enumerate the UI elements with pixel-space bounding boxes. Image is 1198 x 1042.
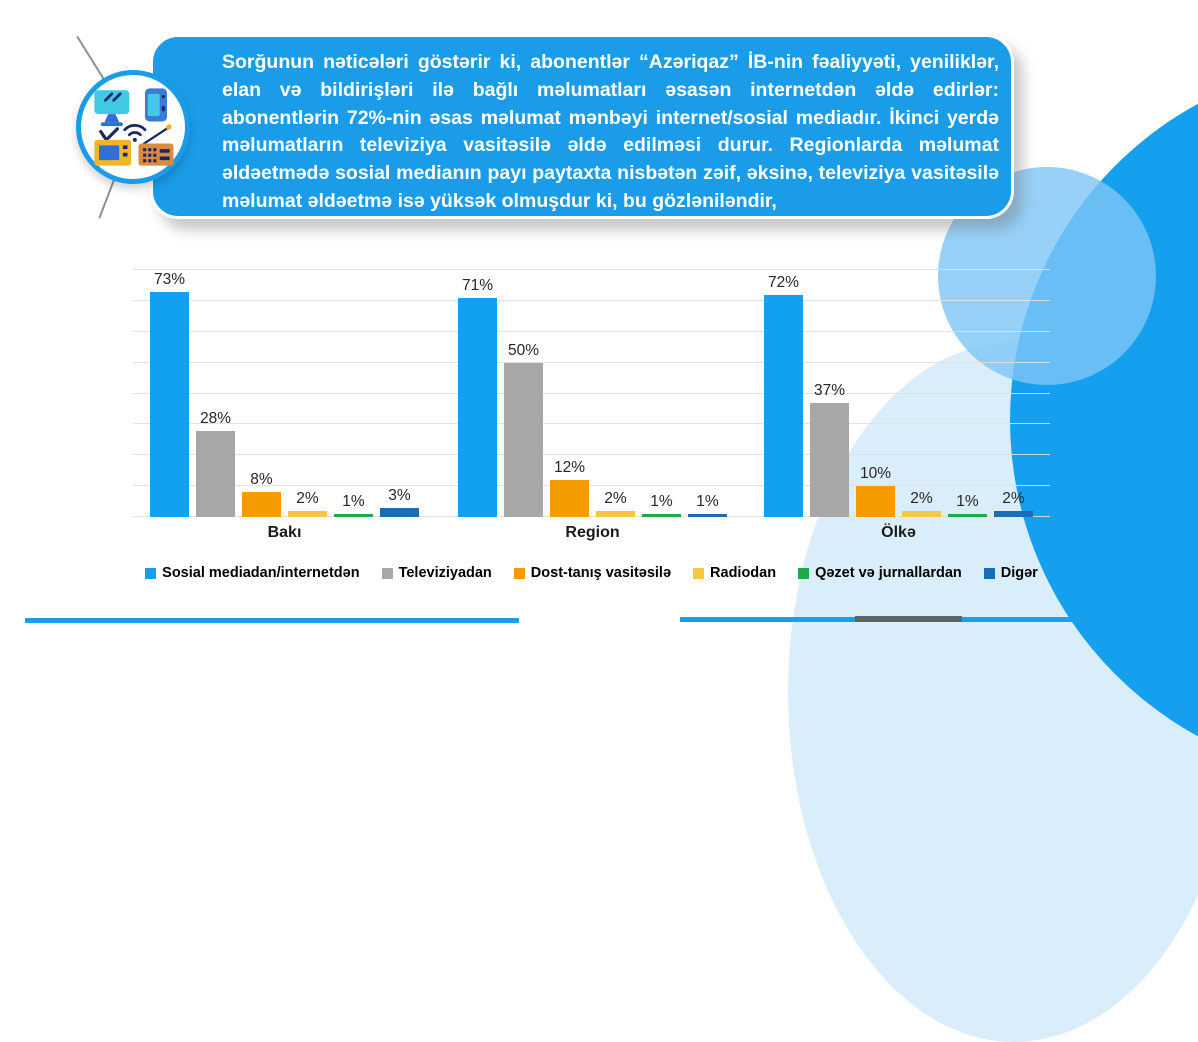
bar-column: [688, 493, 727, 517]
bar-column: [856, 465, 895, 517]
bar-value-label: 50%: [507, 341, 540, 359]
legend-swatch: [984, 568, 995, 579]
monitor-icon: [94, 90, 129, 126]
bar-value-label: 72%: [767, 273, 800, 291]
bar-group-bakı: [150, 270, 419, 541]
bar: [902, 511, 941, 517]
bar: [458, 298, 497, 517]
bar-column: [242, 471, 281, 517]
legend-item: [145, 565, 359, 581]
media-devices-illustration: [87, 81, 179, 173]
bar-value-label: 10%: [859, 465, 892, 483]
legend-item: [382, 565, 492, 581]
bar-column: [596, 490, 635, 517]
bar-column: [380, 487, 419, 517]
bar-value-label: 71%: [461, 276, 494, 294]
bar-group-ölkə: [764, 273, 1033, 541]
bar-column: [810, 382, 849, 517]
bar: [764, 295, 803, 517]
bar: [288, 511, 327, 517]
wifi-icon: [125, 125, 145, 142]
legend-swatch: [798, 568, 809, 579]
bar-column: [150, 271, 189, 517]
legend-item: [693, 565, 776, 581]
bar-value-label: 1%: [342, 492, 365, 510]
bar-chart: [133, 270, 1050, 541]
smartphone-icon: [145, 88, 167, 121]
legend-label: Sosial mediadan/internetdən: [162, 565, 360, 581]
bar-value-label: 1%: [650, 492, 673, 510]
bar-value-label: 28%: [199, 409, 232, 427]
bar-value-label: 2%: [1002, 489, 1025, 507]
legend-label: Qəzet və jurnallardan: [815, 565, 962, 581]
chart-legend: [133, 565, 1050, 581]
bar-value-label: 37%: [813, 381, 846, 399]
legend-swatch: [693, 568, 704, 579]
legend-swatch: [382, 568, 393, 579]
bar: [688, 514, 727, 517]
bar: [856, 486, 895, 517]
bar-value-label: 12%: [553, 458, 586, 476]
legend-swatch: [145, 568, 156, 579]
bar-value-label: 73%: [153, 270, 186, 288]
bottom-divider-left: [25, 618, 519, 623]
bar-value-label: 2%: [910, 489, 933, 507]
bar: [550, 480, 589, 517]
bottom-divider-gray-segment: [855, 616, 962, 622]
legend-item: [798, 565, 962, 581]
legend-label: Radiodan: [710, 565, 777, 581]
category-label: Region: [565, 524, 620, 541]
bar-column: [550, 459, 589, 517]
tv-icon: [94, 129, 131, 166]
bar-column: [948, 493, 987, 517]
bar: [810, 403, 849, 517]
legend-label: Dost-tanış vasitəsilə: [530, 565, 672, 581]
bar: [380, 508, 419, 517]
legend-label: Digər: [1000, 565, 1038, 581]
bar: [150, 292, 189, 517]
category-label: Ölkə: [881, 524, 916, 541]
bar-column: [334, 493, 373, 517]
bar-column: [458, 277, 497, 517]
bar: [596, 511, 635, 517]
bar-column: [902, 490, 941, 517]
bar-value-label: 8%: [250, 471, 273, 489]
bar: [994, 511, 1033, 517]
bar: [948, 514, 987, 517]
bar: [504, 363, 543, 517]
legend-label: Televiziyadan: [398, 565, 492, 581]
bar-value-label: 1%: [956, 492, 979, 510]
bar-column: [504, 342, 543, 517]
bar: [196, 431, 235, 517]
bar-value-label: 3%: [388, 486, 411, 504]
legend-item: [514, 565, 671, 581]
bar-column: [196, 410, 235, 517]
media-devices-icon: [76, 70, 190, 184]
bar-value-label: 2%: [604, 489, 627, 507]
category-label: Bakı: [267, 524, 302, 541]
bar-column: [642, 493, 681, 517]
bar-group-region: [458, 276, 727, 541]
legend-swatch: [514, 568, 525, 579]
bar-column: [288, 490, 327, 517]
bar-value-label: 1%: [696, 492, 719, 510]
callout-text: Sorğunun nəticələri göstərir ki, abonentlər “Azəriqaz” İB-nin fəaliyyəti, yeniliklər, elan və bildirişləri ilə bağlı məlumatları əsasən internetdən əldə edirlər: abonentlərin 72%-nin əsas məlumat mənbəyi internet/sosial mediadır. İkinci yerdə məlumatların televiziya vasitəsilə əldə edilməsi durur. Regionlarda məlumat əldəetmədə sosial medianın payı paytaxta nisbətən zəif, əksinə, televiziya vasitəsilə məlumat əldəetmə isə yüksək olmuşdur ki, bu gözləniləndir,: [222, 51, 999, 212]
bar-column: [994, 490, 1033, 517]
legend-item: [984, 565, 1038, 581]
bar: [242, 492, 281, 517]
bar-column: [764, 274, 803, 517]
bar: [334, 514, 373, 517]
callout-box: [150, 34, 1014, 219]
bar: [642, 514, 681, 517]
bar-value-label: 2%: [296, 489, 319, 507]
